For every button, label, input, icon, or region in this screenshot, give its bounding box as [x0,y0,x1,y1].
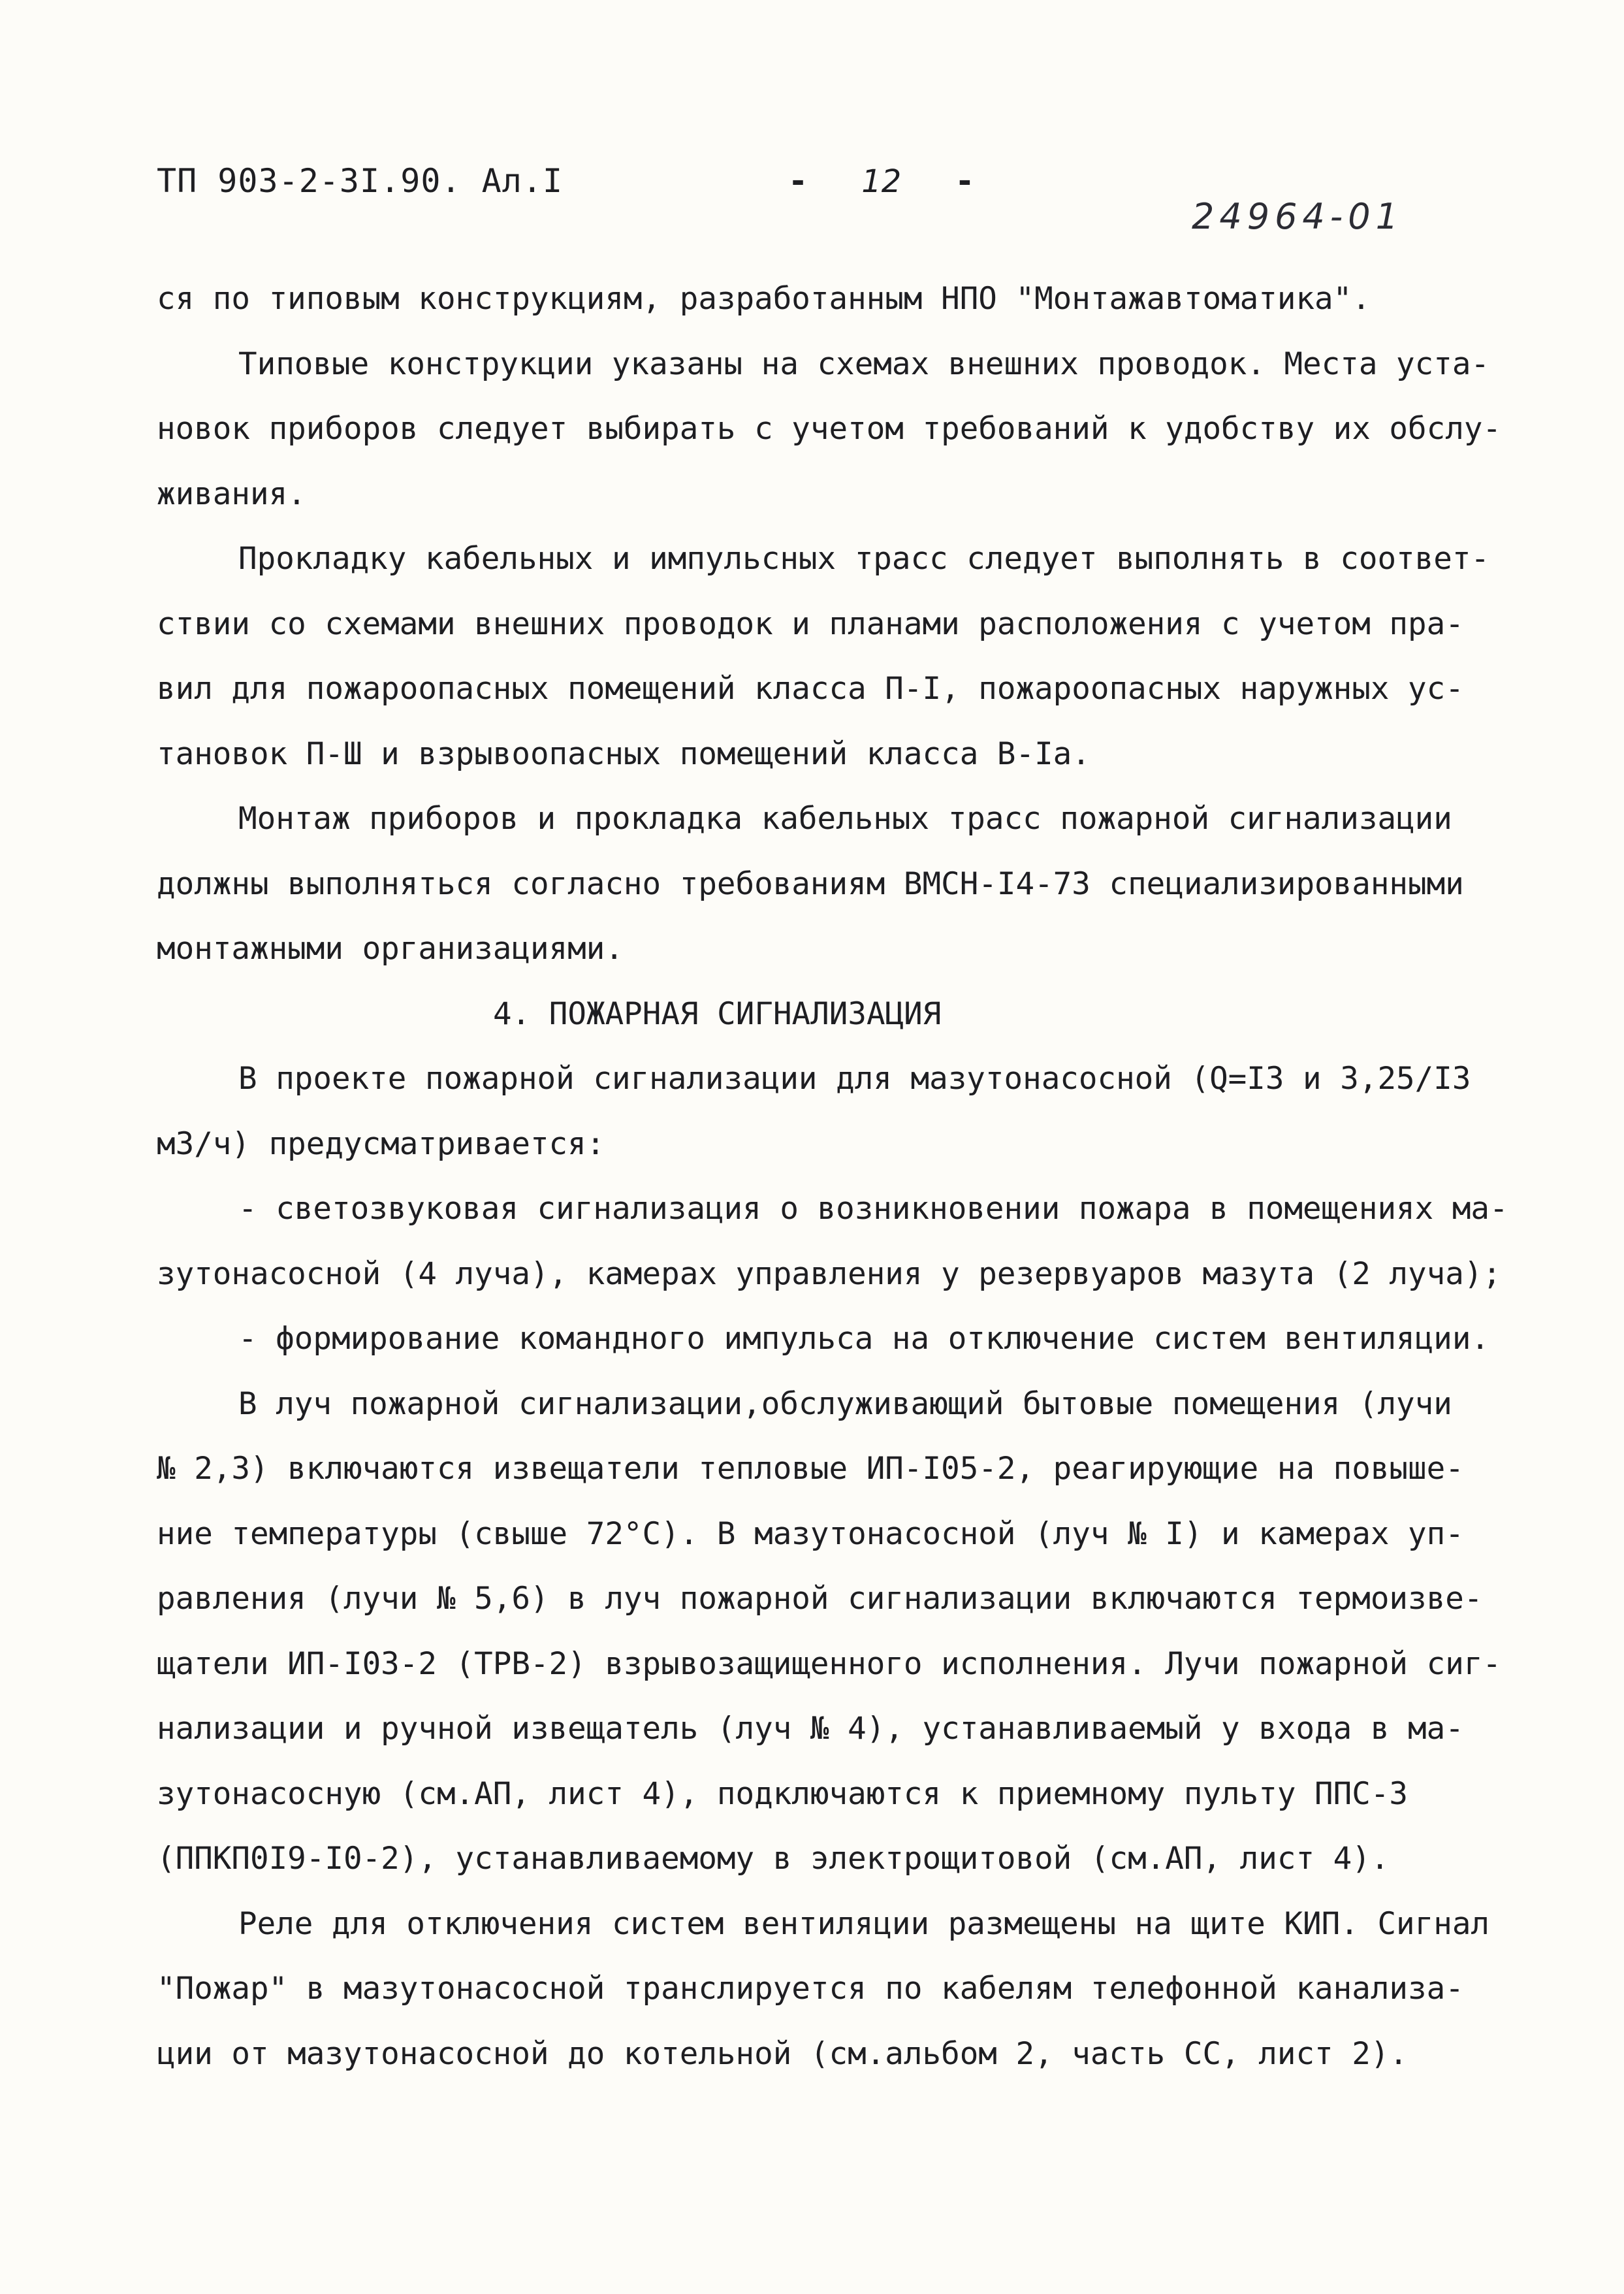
list-item-line: - формирование командного импульса на отключение систем вентиляции. [238,1321,1490,1357]
text-line: (ППКП0I9-I0-2), устанавливаемому в электрощитовой (см.АП, лист 4). [157,1841,1390,1877]
text-line: № 2,3) включаются извещатели тепловые ИП-I05-2, реагирующие на повыше- [157,1451,1464,1487]
paragraph-start-line: Типовые конструкции указаны на схемах внешних проводок. Места уста- [238,346,1490,382]
paragraph-start-line: Прокладку кабельных и импульсных трасс следует выполнять в соответ- [238,541,1490,577]
page-header [157,162,1502,237]
text-line: зутонасосной (4 луча), камерах управления у резервуаров мазута (2 луча); [157,1255,1502,1292]
text-line: должны выполняться согласно требованиям ВМСН-I4-73 специализированными [157,865,1464,902]
page-number-dash-right: - [955,162,975,200]
text-line: живания. [157,476,306,512]
paragraph-start-line: В луч пожарной сигнализации,обслуживающий бытовые помещения (лучи [238,1385,1452,1422]
text-line: ствии со схемами внешних проводок и планами расположения с учетом пра- [157,606,1464,642]
page-number-dash-left: - [788,162,808,200]
list-item-line: - светозвуковая сигнализация о возникновении пожара в помещениях ма- [238,1191,1508,1227]
text-line: м3/ч) предусматривается: [157,1125,605,1162]
page-number: 12 [861,163,902,200]
section-heading: 4. ПОЖАРНАЯ СИГНАЛИЗАЦИЯ [493,995,942,1032]
text-line: ние температуры (свыше 72°С). В мазутонасосной (луч № I) и камерах уп- [157,1515,1464,1552]
text-line: "Пожар" в мазутонасосной транслируется по кабелям телефонной канализа- [157,1971,1464,2007]
page-number-block [754,162,1009,200]
paragraph-start-line: Реле для отключения систем вентиляции размещены на щите КИП. Сигнал [238,1905,1490,1942]
body-text [157,267,1508,2086]
document-code: ТП 903-2-3I.90. Ал.I [157,162,564,200]
text-line: щатели ИП-I03-2 (ТРВ-2) взрывозащищенного исполнения. Лучи пожарной сиг- [157,1645,1502,1682]
handwritten-document-id: 24964-01 [1192,196,1403,237]
paragraph-start-line: В проекте пожарной сигнализации для мазутонасосной (Q=I3 и 3,25/I3 [238,1061,1471,1097]
text-line: нализации и ручной извещатель (луч № 4), устанавливаемый у входа в ма- [157,1711,1464,1747]
text-line: монтажными организациями. [157,931,624,967]
text-line: новок приборов следует выбирать с учетом требований к удобству их обслу- [157,411,1502,447]
text-line: тановок П-Ш и взрывоопасных помещений класса В-Iа. [157,735,1091,772]
text-line: равления (лучи № 5,6) в луч пожарной сигнализации включаются термоизве- [157,1581,1483,1617]
text-line: ции от мазутонасосной до котельной (см.альбом 2, часть СС, лист 2). [157,2035,1409,2072]
text-line: вил для пожароопасных помещений класса П-I, пожароопасных наружных ус- [157,671,1464,707]
text-line: зутонасосную (см.АП, лист 4), подключаются к приемному пульту ППС-3 [157,1775,1409,1812]
paragraph-start-line: Монтаж приборов и прокладка кабельных трасс пожарной сигнализации [238,801,1452,837]
text-line: ся по типовым конструкциям, разработанным НПО "Монтажавтоматика". [157,281,1371,317]
